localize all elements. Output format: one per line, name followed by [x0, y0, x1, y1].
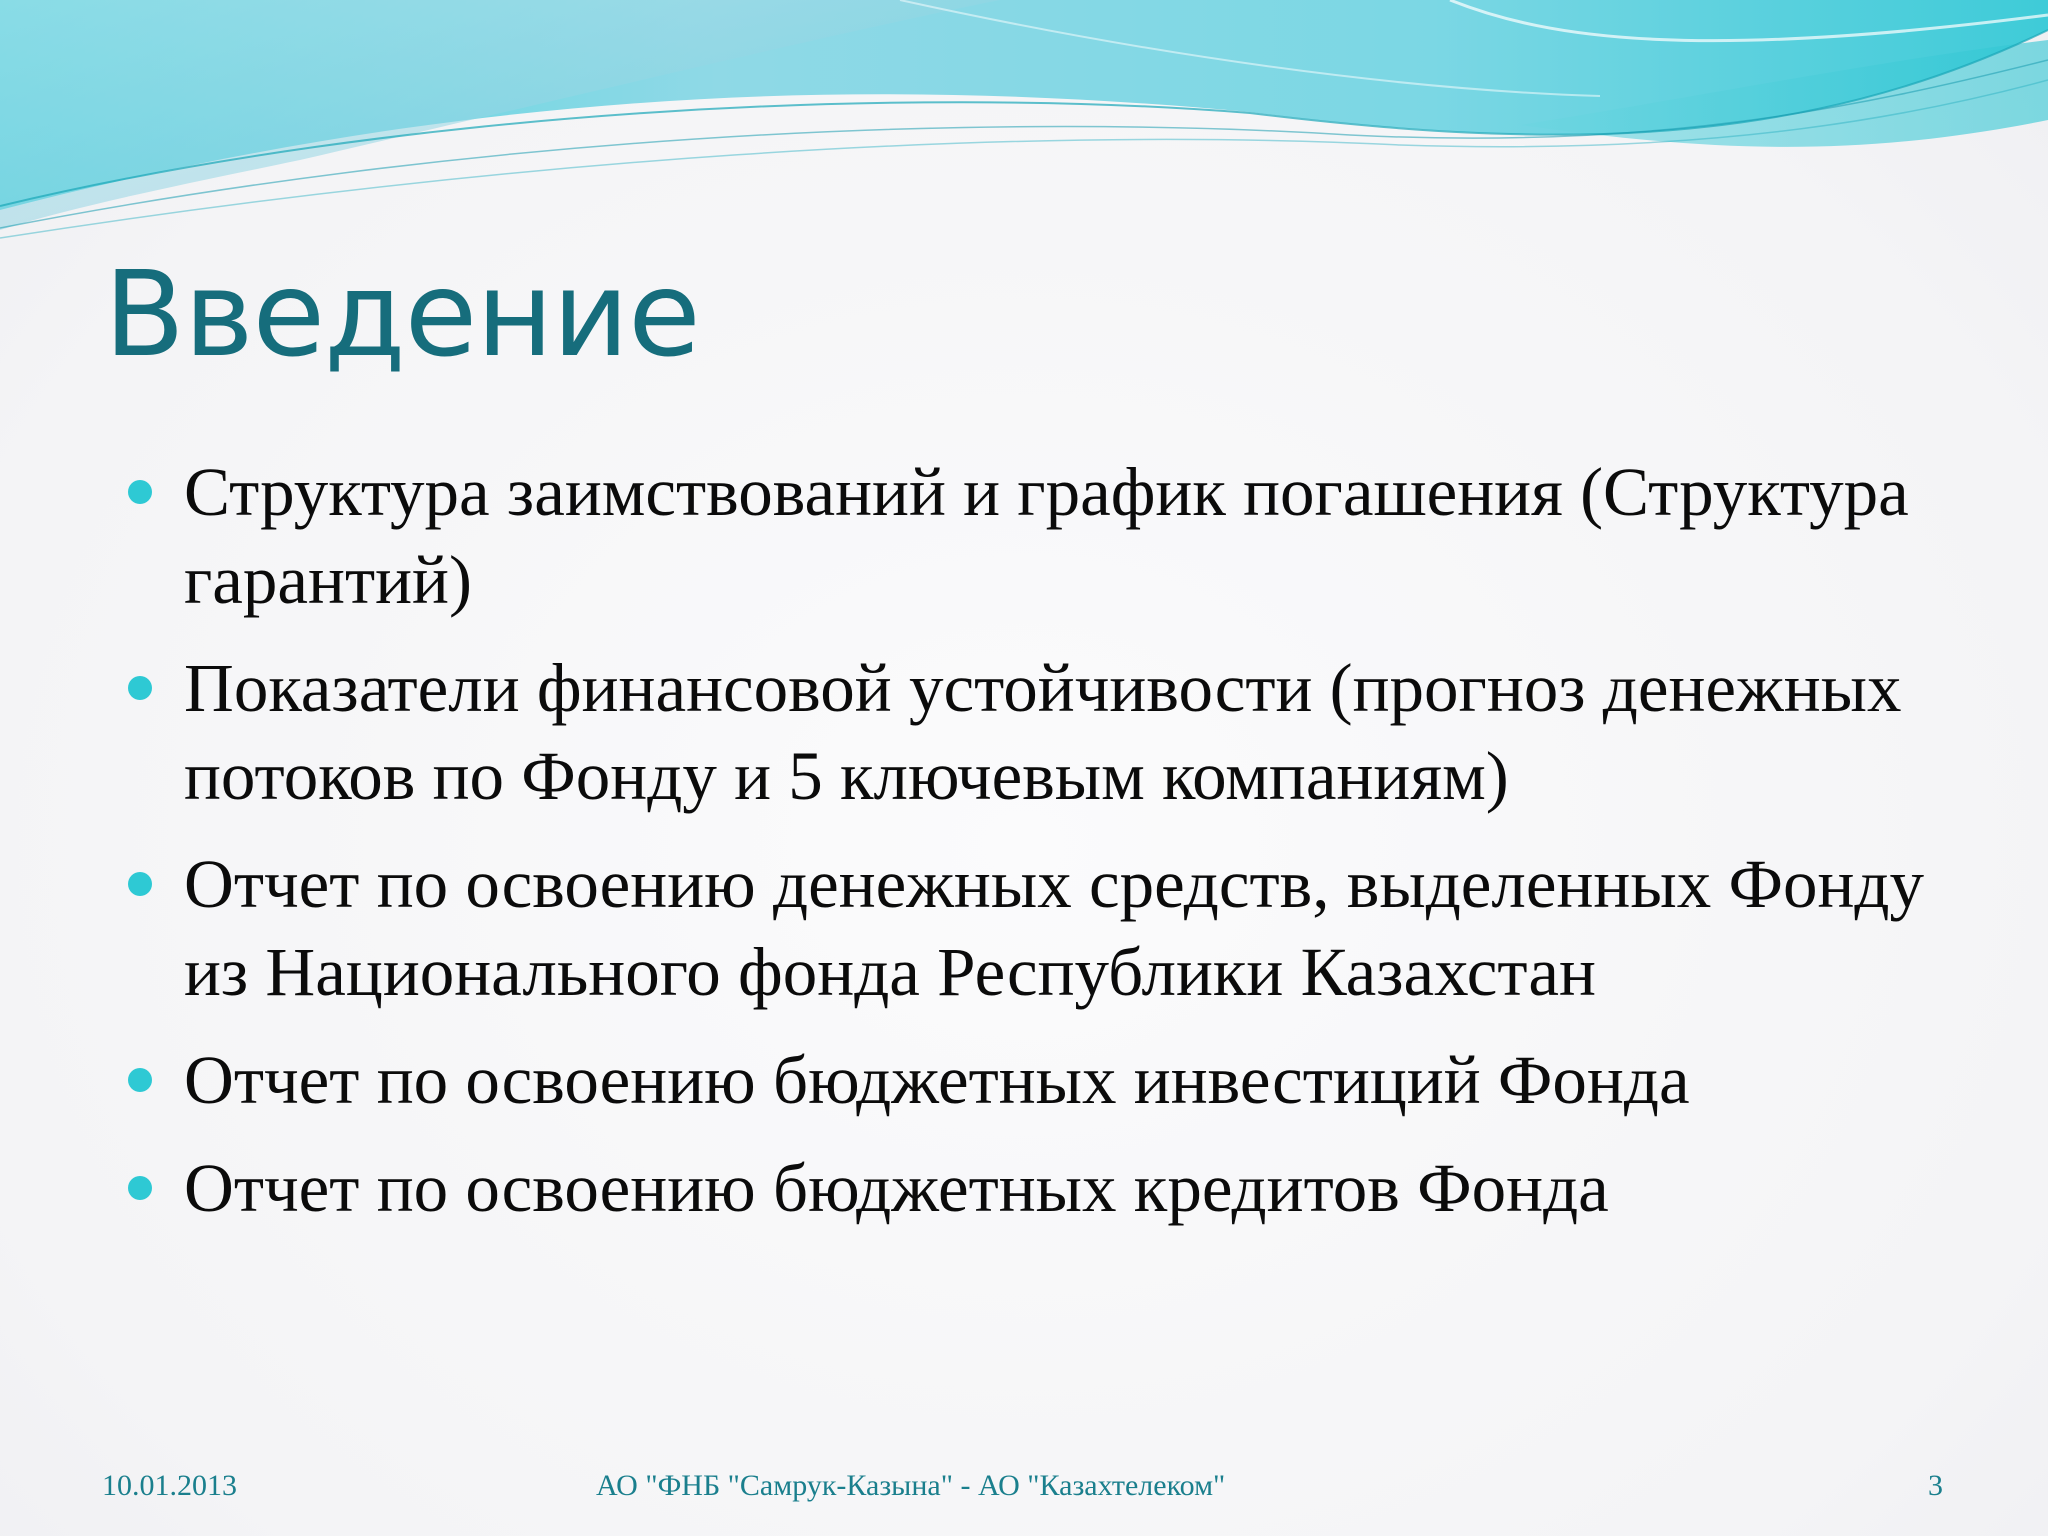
bullet-icon: [128, 1176, 152, 1200]
bullet-text: Отчет по освоению бюджетных инвестиций Фонда: [184, 1042, 1690, 1118]
bullet-list: [184, 448, 1984, 1232]
bullet-icon: [128, 872, 152, 896]
bullet-text: Показатели финансовой устойчивости (прогноз денежных потоков по Фонду и 5 ключевым компаниям): [184, 650, 1902, 814]
bullet-icon: [128, 480, 152, 504]
bullet-text: Отчет по освоению бюджетных кредитов Фонда: [184, 1150, 1609, 1226]
bullet-item: [184, 644, 1984, 820]
footer-organization: АО "ФНБ "Самрук-Казына" - АО "Казахтелеком": [596, 1469, 1226, 1502]
bullet-item: [184, 1144, 1984, 1232]
bullet-item: [184, 840, 1984, 1016]
bullet-icon: [128, 676, 152, 700]
slide-number: 3: [1928, 1469, 1943, 1502]
footer-date: 10.01.2013: [102, 1469, 237, 1502]
bullet-icon: [128, 1068, 152, 1092]
header-wave-decoration: [0, 0, 2048, 260]
bullet-text: Отчет по освоению денежных средств, выделенных Фонду из Национального фонда Республики Казахстан: [184, 846, 1924, 1010]
slide-title: Введение: [104, 245, 700, 383]
bullet-item: [184, 1036, 1984, 1124]
bullet-text: Структура заимствований и график погашения (Структура гарантий): [184, 454, 1909, 618]
bullet-item: [184, 448, 1984, 624]
